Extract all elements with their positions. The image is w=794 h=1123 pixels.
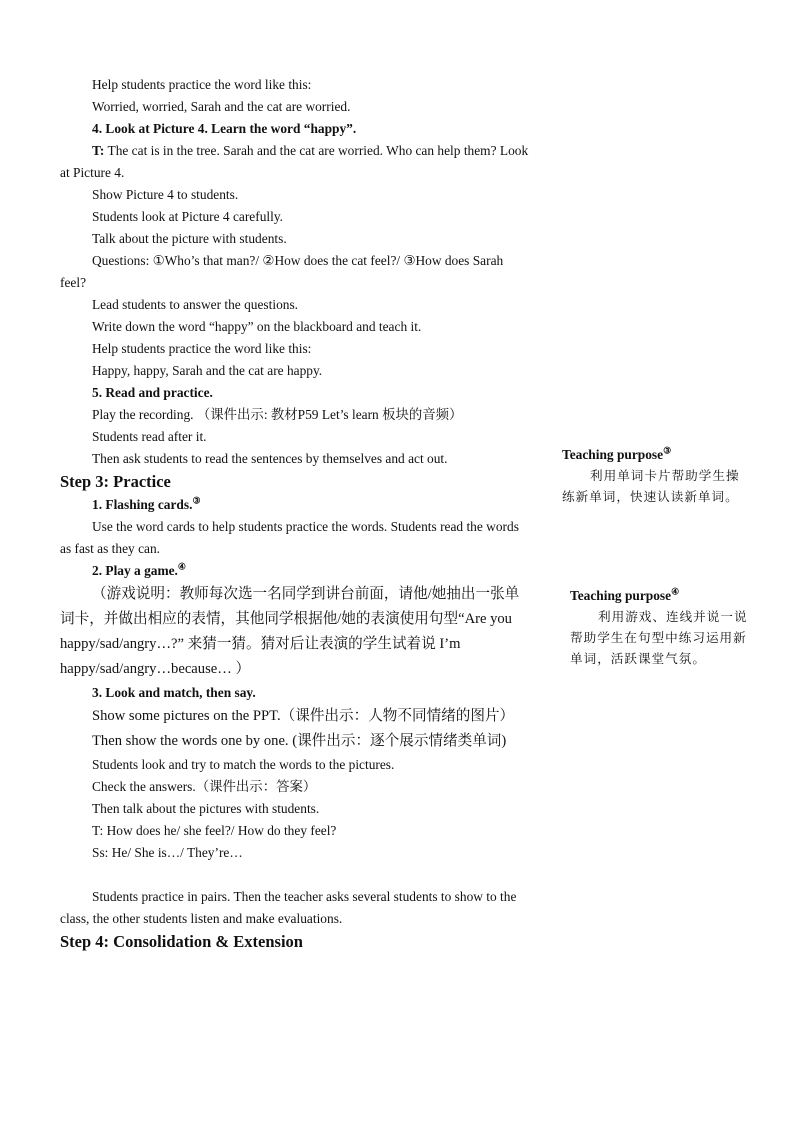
note-title-text: Teaching purpose bbox=[562, 447, 664, 462]
text-line: Then talk about the pictures with students. bbox=[92, 801, 320, 816]
teaching-purpose-note-4 bbox=[570, 585, 752, 670]
sub-heading-text: 1. Flashing cards. bbox=[92, 497, 193, 512]
text-content: The cat is in the tree. Sarah and the cat are worried. Who can help them? Look at Picture 4. bbox=[60, 143, 529, 180]
footnote-mark: ③ bbox=[663, 445, 672, 456]
text-paragraph: Questions: ①Who’s that man?/ ②How does the cat feel?/ ③How does Sarah feel? bbox=[60, 253, 504, 290]
sub-heading bbox=[60, 494, 530, 516]
text-line: Students read after it. bbox=[92, 429, 207, 444]
text-line: Ss: He/ She is…/ They’re… bbox=[92, 845, 243, 860]
text-line: Worried, worried, Sarah and the cat are worried. bbox=[92, 99, 351, 114]
text-paragraph: Use the word cards to help students practice the words. Students read the words as fast as they can. bbox=[60, 519, 519, 556]
sub-heading: 5. Read and practice. bbox=[92, 385, 213, 400]
step4-heading: Step 4: Consolidation & Extension bbox=[60, 932, 303, 951]
spacer bbox=[60, 864, 530, 886]
note-title bbox=[562, 444, 750, 466]
note-title-text: Teaching purpose bbox=[570, 588, 672, 603]
footnote-mark: ④ bbox=[177, 561, 186, 572]
text-paragraph bbox=[60, 140, 530, 184]
text-line: T: How does he/ she feel?/ How do they feel? bbox=[92, 823, 337, 838]
text-line: Help students practice the word like this: bbox=[92, 341, 312, 356]
text-line: Students look and try to match the words to the pictures. bbox=[92, 757, 395, 772]
sub-heading-text: 2. Play a game. bbox=[92, 563, 178, 578]
text-paragraph: Students practice in pairs. Then the teacher asks several students to show to the class, the other students listen and make evaluations. bbox=[60, 889, 517, 926]
note-body: 利用游戏、连线并说一说帮助学生在句型中练习运用新单词，活跃课堂气氛。 bbox=[570, 610, 748, 666]
sub-heading: 4. Look at Picture 4. Learn the word “happy”. bbox=[92, 121, 357, 136]
text-line: Play the recording. （课件出示: 教材P59 Let’s learn 板块的音频） bbox=[92, 407, 463, 422]
text-line: Help students practice the word like this: bbox=[92, 77, 312, 92]
text-paragraph: Show some pictures on the PPT.（课件出示：人物不同情绪的图片） bbox=[92, 708, 515, 724]
text-line: Then ask students to read the sentences by themselves and act out. bbox=[92, 451, 448, 466]
footnote-mark: ④ bbox=[671, 586, 680, 597]
sub-heading: 3. Look and match, then say. bbox=[92, 685, 256, 700]
text-line: Talk about the picture with students. bbox=[92, 231, 287, 246]
note-title bbox=[570, 585, 752, 607]
speaker-label: T: bbox=[92, 143, 105, 158]
text-line: Students look at Picture 4 carefully. bbox=[92, 209, 284, 224]
text-paragraph: Then show the words one by one. (课件出示：逐个展示情绪类单词) bbox=[92, 733, 507, 749]
footnote-mark: ③ bbox=[192, 495, 201, 506]
step3-heading: Step 3: Practice bbox=[60, 472, 171, 491]
lesson-plan-main bbox=[60, 74, 530, 954]
text-line: Check the answers.（课件出示：答案） bbox=[92, 779, 317, 794]
sub-heading bbox=[60, 560, 530, 582]
text-line: Write down the word “happy” on the blackboard and teach it. bbox=[92, 319, 422, 334]
note-body: 利用单词卡片帮助学生操练新单词，快速认读新单词。 bbox=[562, 469, 740, 504]
text-line: Lead students to answer the questions. bbox=[92, 297, 299, 312]
text-paragraph: （游戏说明：教师每次选一名同学到讲台前面，请他/她抽出一张单词卡，并做出相应的表情，其他同学根据他/她的表演使用句型“Are you happy/sad/angry…?” 来猜一猜。猜对后让表演的学生试着说 I’m happy/sad/angry…because… ） bbox=[60, 586, 520, 677]
teaching-purpose-note-3 bbox=[562, 444, 750, 508]
text-line: Happy, happy, Sarah and the cat are happy. bbox=[92, 363, 323, 378]
text-line: Show Picture 4 to students. bbox=[92, 187, 239, 202]
